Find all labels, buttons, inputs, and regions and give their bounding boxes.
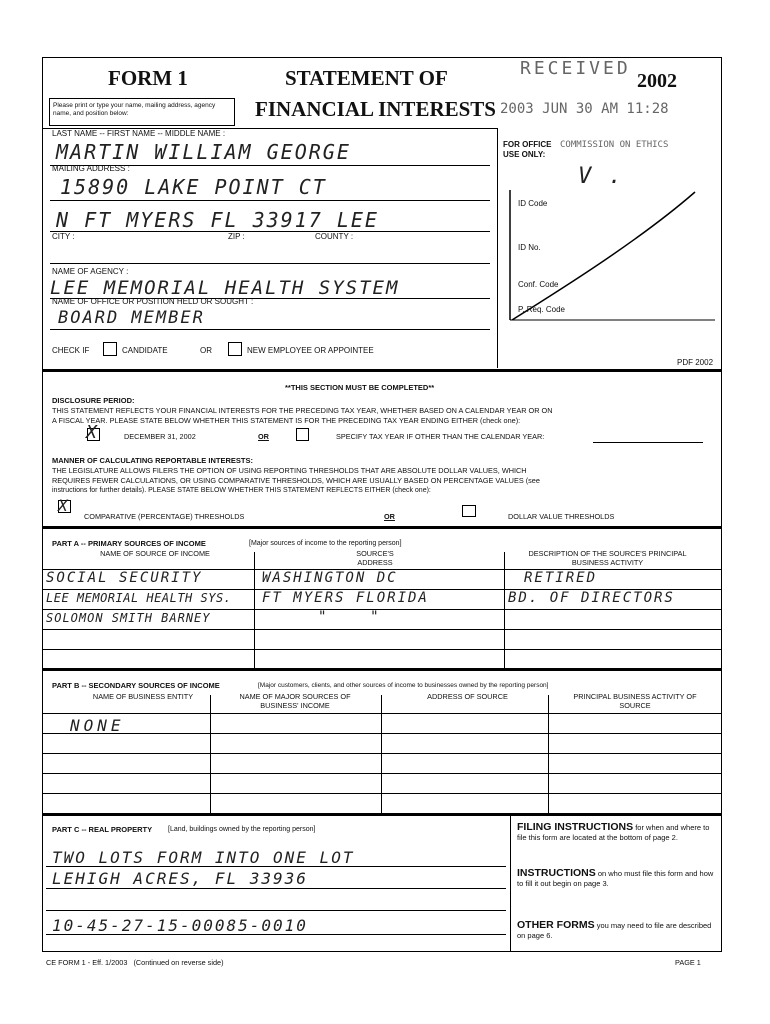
period-text2: A FISCAL YEAR. PLEASE STATE BELOW WHETHER THIS STATEMENT IS FOR THE PRECEDING TAX YEAR ENDING EITHER (check one):	[52, 416, 521, 425]
dec31-check-mark: X	[86, 422, 99, 443]
part-b-header-rule	[42, 713, 722, 714]
p-req-code-label: P. Req. Code	[518, 305, 565, 314]
period-text1: THIS STATEMENT REFLECTS YOUR FINANCIAL INTERESTS FOR THE PRECEDING TAX YEAR, WHETHER BASED ON A CALENDAR YEAR OR ON	[52, 406, 553, 415]
id-code-label: ID Code	[518, 199, 548, 208]
received-stamp: RECEIVED	[520, 58, 631, 79]
part-a-r3-name: SOLOMON SMITH BARNEY	[46, 611, 211, 625]
filing-instructions	[517, 822, 717, 843]
part-a-row2-rule	[42, 609, 722, 610]
form-number: FORM 1	[108, 66, 188, 90]
part-c-line3: 10-45-27-15-00085-0010	[52, 916, 308, 935]
office-use-label2: USE ONLY:	[503, 150, 546, 159]
part-c-rule3	[46, 910, 506, 911]
office-value: BOARD MEMBER	[58, 308, 205, 328]
part-b-row4-rule	[42, 793, 722, 794]
part-c-top-rule	[42, 813, 722, 816]
part-b-col2: NAME OF MAJOR SOURCES OF BUSINESS' INCOME	[239, 692, 351, 710]
part-c-line2: LEHIGH ACRES, FL 33936	[52, 869, 308, 888]
office-use-stamp: COMMISSION ON ETHICS	[560, 140, 669, 150]
specify-label: SPECIFY TAX YEAR IF OTHER THAN THE CALENDAR YEAR:	[336, 432, 545, 441]
agency-label: NAME OF AGENCY :	[52, 267, 129, 276]
print-note: Please print or type your name, mailing address, agency name, and position below:	[53, 102, 216, 117]
manner-or: OR	[384, 512, 395, 521]
part-b-col4: PRINCIPAL BUSINESS ACTIVITY OF SOURCE	[573, 692, 697, 710]
office-use-divider	[497, 128, 498, 368]
part-a-r1-name: SOCIAL SECURITY	[46, 570, 203, 586]
filing-instructions-text: for when and where to file this form are located at the bottom of page 2.	[517, 823, 710, 842]
other-forms-text: you may need to file are described on page 6.	[517, 921, 712, 940]
part-c-title: PART C -- REAL PROPERTY	[52, 825, 153, 834]
check-or-label: OR	[200, 346, 212, 355]
period-or: OR	[258, 432, 269, 441]
instructions-text: on who must file this form and how to fill it out begin on page 3.	[517, 869, 714, 888]
manner-text1: THE LEGISLATURE ALLOWS FILERS THE OPTION OF USING REPORTING THRESHOLDS THAT ARE ABSOLUTE DOLLAR VALUES, WHICH	[52, 466, 527, 475]
agency-value: LEE MEMORIAL HEALTH SYSTEM	[50, 277, 400, 299]
part-b-vdiv2	[381, 695, 382, 813]
part-c-line1: TWO LOTS FORM INTO ONE LOT	[52, 848, 355, 867]
zip-label: ZIP :	[228, 232, 245, 241]
part-b-col3: ADDRESS OF SOURCE	[427, 692, 508, 701]
city-zip-county-value: N FT MYERS FL 33917 LEE	[56, 208, 379, 232]
part-b-subtitle: [Major customers, clients, and other sources of income to businesses owned by the reporting person]	[258, 682, 549, 689]
part-c-rule1	[46, 866, 506, 867]
part-c-subtitle: [Land, buildings owned by the reporting person]	[168, 826, 316, 833]
address-value: 15890 LAKE POINT CT	[60, 175, 327, 199]
part-a-r2-name: LEE MEMORIAL HEALTH SYS.	[46, 591, 232, 605]
check-if-label: CHECK IF	[52, 346, 90, 355]
manner-text2: REQUIRES FEWER CALCULATIONS, OR USING COMPARATIVE THRESHOLDS, WHICH ARE USUALLY BASED ON PERCENTAGE VALUES (see	[52, 476, 540, 485]
other-forms	[517, 920, 717, 941]
part-b-row3-rule	[42, 773, 722, 774]
name-label: LAST NAME -- FIRST NAME -- MIDDLE NAME :	[52, 129, 226, 138]
footer-right: PAGE 1	[675, 958, 701, 967]
instructions-head: INSTRUCTIONS	[517, 867, 596, 879]
instructions	[517, 868, 717, 889]
footer-left: CE FORM 1 - Eff. 1/2003 (Continued on reverse side)	[46, 958, 224, 967]
manner-text3: instructions for further details). PLEASE STATE BELOW WHETHER THIS STATEMENT REFLECTS EITHER (check one):	[52, 487, 431, 494]
office-line	[50, 329, 490, 330]
part-a-vdiv1	[254, 552, 255, 668]
city-line	[50, 231, 490, 232]
form-year: 2002	[637, 70, 677, 92]
city-label: CITY :	[52, 232, 75, 241]
address-line	[50, 200, 490, 201]
part-a-col2: SOURCE'S ADDRESS	[356, 549, 394, 567]
part-b-row2-rule	[42, 753, 722, 754]
part-a-r2-address: FT MYERS FLORIDA	[262, 590, 429, 606]
new-employee-checkbox[interactable]	[228, 342, 242, 356]
part-b-vdiv1	[210, 695, 211, 813]
part-a-row3-rule	[42, 629, 722, 630]
conf-code-label: Conf. Code	[518, 280, 559, 289]
dec31-label: DECEMBER 31, 2002	[124, 432, 196, 441]
filing-instructions-head: FILING INSTRUCTIONS	[517, 821, 634, 833]
period-title: DISCLOSURE PERIOD:	[52, 396, 135, 405]
part-a-r1-address: WASHINGTON DC	[262, 570, 398, 586]
received-date-stamp: 2003 JUN 30 AM 11:28	[500, 101, 669, 117]
part-c-vdiv	[510, 815, 511, 952]
part-a-col3: DESCRIPTION OF THE SOURCE'S PRINCIPAL BUSINESS ACTIVITY	[528, 549, 687, 567]
part-a-top-rule	[42, 526, 722, 529]
name-value: MARTIN WILLIAM GEORGE	[56, 140, 351, 164]
dollar-checkbox[interactable]	[462, 505, 476, 517]
county-label: COUNTY :	[315, 232, 354, 241]
office-label: NAME OF OFFICE OR POSITION HELD OR SOUGHT :	[52, 297, 254, 306]
part-a-r2-activity: BD. OF DIRECTORS	[508, 590, 675, 606]
disclosure-top-rule	[42, 369, 722, 372]
must-complete: **THIS SECTION MUST BE COMPLETED**	[285, 383, 435, 392]
part-c-rule4	[46, 934, 506, 935]
part-b-title: PART B -- SECONDARY SOURCES OF INCOME	[52, 681, 220, 690]
comparative-label: COMPARATIVE (PERCENTAGE) THRESHOLDS	[84, 512, 245, 521]
manner-title: MANNER OF CALCULATING REPORTABLE INTERESTS:	[52, 456, 253, 465]
id-no-label: ID No.	[518, 243, 541, 252]
new-employee-label: NEW EMPLOYEE OR APPOINTEE	[247, 346, 374, 355]
pdf-label: PDF 2002	[677, 358, 714, 367]
candidate-label: CANDIDATE	[122, 346, 168, 355]
comparative-check-mark: X	[58, 496, 70, 515]
address-label: MAILING ADDRESS :	[52, 164, 130, 173]
city-section-bottom	[50, 263, 490, 264]
part-c-rule2	[46, 888, 506, 889]
office-use-label1: FOR OFFICE	[503, 140, 552, 149]
part-b-row1-rule	[42, 733, 722, 734]
part-a-col1: NAME OF SOURCE OF INCOME	[100, 549, 210, 558]
part-a-vdiv2	[504, 552, 505, 668]
specify-line	[593, 442, 703, 443]
candidate-checkbox[interactable]	[103, 342, 117, 356]
part-a-title: PART A -- PRIMARY SOURCES OF INCOME	[52, 539, 206, 548]
office-checkmark: V .	[578, 164, 624, 189]
dollar-label: DOLLAR VALUE THRESHOLDS	[508, 512, 615, 521]
part-b-none: NONE	[70, 716, 125, 735]
part-b-vdiv3	[548, 695, 549, 813]
other-forms-head: OTHER FORMS	[517, 919, 595, 931]
part-a-r1-activity: RETIRED	[524, 570, 598, 586]
part-a-r3-address: " "	[318, 609, 381, 625]
part-a-subtitle: [Major sources of income to the reporting person]	[249, 540, 402, 547]
part-a-row4-rule	[42, 649, 722, 650]
title-line1: STATEMENT OF	[285, 66, 448, 90]
title-line2: FINANCIAL INTERESTS	[255, 97, 496, 121]
part-b-top-rule	[42, 668, 722, 671]
part-b-col1: NAME OF BUSINESS ENTITY	[92, 692, 194, 701]
specify-checkbox[interactable]	[296, 428, 309, 441]
